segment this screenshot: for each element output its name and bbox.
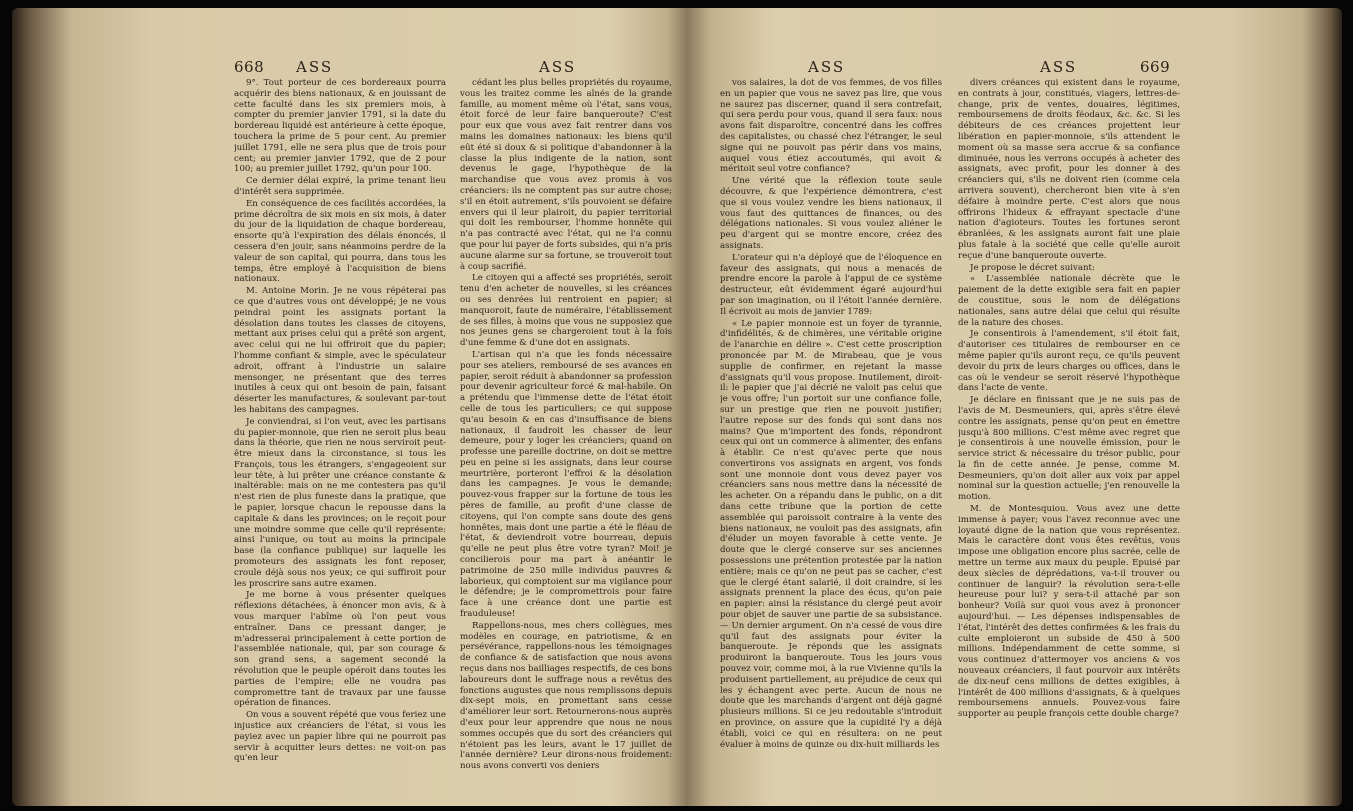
paragraph: cédant les plus belles propriétés du royaume, vous les traitez comme les aînés de la grande famille, au moment même où l'état, sans vous, étoit forcé de leur faire banqueroute? C'est pour eux que vous avez fait rentrer dans vos mains les domaines nationaux: les biens qu'il eût été si doux & si politique d'abandonner à la classe la plus indigente de la nation, sont devenus le gage, l'hypothèque de la marchandise que vous avez promis à vos créanciers: ils ne comptent pas sur autre chose; s'il en étoit autrement, s'ils pouvoient se défaire envers qui il leur plairoit, du papier territorial qui doit les rembourser, l'homme honnête qui n'a pas contracté avec l'état, qui ne l'a connu que pour lui payer de forts subsides, qui n'a pris aucune alarme sur sa fortune, se trouveroit tout à coup sacrifié. (460, 78, 672, 272)
paragraph: « Le papier monnoie est un foyer de tyrannie, d'infidélités, & de chimères, une véritable origine de l'anarchie en délire ». C'est cette proscription prononcée par M. de Mirabeau, que je vous supplie de confirmer, en rejetant la masse d'assignats qu'il vous propose. Inutilement, diroit-il: le papier que j'ai décrié ne valoit pas celui que je vous offre; l'un portoit sur une confiance folle, sur un prestige que rien ne pouvoit justifier; l'autre repose sur des fonds qui sont dans nos mains? Que m'importent des fonds, répondront ceux qui ont un commerce à alimenter, des enfans à établir. Ce n'est qu'avec perte que nous convertirons vos assignats en argent, vos fonds sont une monnoie dont vous devez payer vos créanciers sans nous mettre dans la nécessité de les acheter. On a répandu dans le public, on a dit dans cette tribune que la portion de cette assemblée qui paroissoit contraire à la vente des biens nationaux, ne vouloit pas des assignats, afin d'éluder un moyen favorable à cette vente. Je doute que le clergé conserve sur ses anciennes possessions une prétention protestée par la nation entière; mais ce qu'on ne peut pas se cacher, c'est que le clergé étant salarié, il doit craindre, si les assignats prennent la place des écus, qu'on paie en papier: ainsi la résistance du clergé peut avoir pour objet de sauver une partie de sa subsistance. — Un dernier argument. On n'a cessé de vous dire qu'il faut des assignats pour éviter la banqueroute. Je réponds que les assignats produiront la banqueroute. Tous les jours vous pouvez voir, comme moi, à la rue Vivienne qu'ils la produisent partiellement, au préjudice de ceux qui les y échangent avec perte. Aucun de nous ne doute que les marchands d'argent ont déjà gagné plusieurs millions. Si ce jeu redoutable s'introduit en province, on assure que la cupidité l'y a déjà établi, voici ce qui en résultera: on ne peut évaluer à moins de quinze ou dix-huit milliards les (720, 318, 942, 750)
paragraph: Je me borne à vous présenter quelques réflexions détachées, à énoncer mon avis, & à vous marquer l'abîme où l'on peut vous entraîner. Dans ce pressant danger, je m'adresserai principalement à cette portion de l'assemblée nationale, qui, par son courage & son grand sens, a sagement secondé la révolution que le peuple opéroit dans toutes les parties de l'empire; elle ne voudra pas compromettre tant de travaux par une fausse opération de finances. (234, 590, 446, 709)
paragraph: L'orateur qui n'a déployé que de l'éloquence en faveur des assignats, qui nous a menacés de prendre encore la parole à l'appui de ce système destructeur, eût évidemment égaré aujourd'hui par son imagination, ou il l'étoit l'année dernière. Il écrivoit au mois de janvier 1789: (720, 252, 942, 317)
right-head-word-1: ASS (808, 58, 846, 76)
left-column-1 (234, 78, 446, 793)
paragraph: L'artisan qui n'a que les fonds nécessaire pour ses ateliers, remboursé de ses avances en papier, seroit réduit à abandonner sa profession pour devenir agriculteur forcé & mal-habile. On a prétendu que l'immense dette de l'état étoit celle de tous les particuliers; ce qui suppose qu'au besoin & en cas d'insuffisance de biens nationaux, il faudroit les chasser de leur demeure, pour y loger les créanciers; quand on professe une pareille doctrine, on doit se mettre peu en peine si les assignats, dans leur course meurtrière, porteront l'effroi & la désolation dans les campagnes. Je vous le demande; pouvez-vous frapper sur la fortune de tous les pères de famille, au profit d'une classe de citoyens, qui l'on compte sans doute des gens honnêtes, mais dont une partie a été le fléau de l'état, & deviendroit votre bourreau, depuis qu'elle ne peut plus être votre tyran? Moi! je concilierois pour ma part à anéantir le patrimoine de 250 mille individus pauvres & laborieux, qui comptoient sur ma vigilance pour le défendre; je le compromettrois pour faire face à une créance dont une partie est frauduleuse! (460, 349, 672, 620)
paragraph: divers créances qui existent dans le royaume, en contrats à jour, constitués, viagers, lettres-de-change, prix de ventes, douaires, légitimes, remboursemens de droits féodaux, &c. &c. Si les débiteurs de ces créances projettent leur libération en papier-monnoie, s'ils attendent le moment où sa masse sera accrue & sa confiance diminuée, nous les verrons occupés à acheter des assignats, avec profit, pour les donner à des créanciers qui, s'ils ne doivent rien (comme cela arrivera souvent), chercheront bien vite à s'en défaire à moindre perte. C'est alors que nous offrirons l'hideux & effrayant spectacle d'une nation d'agioteurs. Toutes les fortunes seront ébranlées, & les assignats auront fait une plaie plus fatale à la société que celle qu'elle auroit reçue d'une banqueroute ouverte. (958, 78, 1180, 261)
right-head-word-2: ASS (1040, 58, 1078, 76)
paragraph: Je consentirois à l'amendement, s'il étoit fait, d'autoriser ces titulaires de rembourser en ce même papier qu'ils auront reçu, ce qu'ils peuvent devoir du prix de leurs charges ou offices, dans le cas où le vendeur se seroit réservé l'hypothèque dans l'acte de vente. (958, 329, 1180, 394)
paragraph: Le citoyen qui a affecté ses propriétés, seroit tenu d'en acheter de nouvelles, si les créances ou ses denrées lui rentroient en papier; si manquoroit, faute de numéraire, l'établissement de ses filles, à moins que vous ne supposiez que nos jeunes gens se chargeroient tout à la fois d'une femme & d'une dot en assignats. (460, 273, 672, 349)
paragraph: Je déclare en finissant que je ne suis pas de l'avis de M. Desmeuniers, qui, après s'être élevé contre les assignats, pense qu'on peut en émettre jusqu'à 800 millions. C'est même avec regret que je consentirois à une nouvelle émission, pour le service strict & nécessaire du trésor public, pour la fin de cette année. Je pense, comme M. Desmeuniers, qu'on doit aller aux voix par appel nominal sur la question actuelle; j'en renouvelle la motion. (958, 395, 1180, 503)
left-page-number: 668 (234, 58, 265, 76)
paragraph: On vous a souvent répété que vous feriez une injustice aux créanciers de l'état, si vous les payiez avec un papier libre qui ne pourroit pas servir à acquitter leurs dettes: ne voit-on pas qu'en leur (234, 710, 446, 764)
paragraph: Rappellons-nous, mes chers collègues, mes modèles en courage, en patriotisme, & en persévérance, rappellons-nous les témoignages de confiance & de satisfaction que nous avons reçus dans nos bailliages respectifs, de ces bons laboureurs dont le suffrage nous a revêtus des fonctions augustes que nous remplissons depuis dix-sept mois, en promettant sans cesse d'améliorer leur sort. Retournerons-nous auprès d'eux pour leur apprendre que nous ne nous sommes occupés que du sort des créanciers qui n'étoient pas les leurs, avant le 17 juillet de l'année dernière? Leur dirons-nous froidement: nous avons converti vos deniers (460, 620, 672, 772)
left-page (234, 48, 674, 793)
paragraph: M. de Montesquiou. Vous avez une dette immense à payer; vous l'avez reconnue avec une loyauté digne de la nation que vous représentez. Mais le caractère dont vous êtes revêtus, vous impose une obligation encore plus sacrée, celle de mettre un terme aux maux du peuple. Epuisé par deux siècles de déprédations, va-t-il trouver ou continuer de languir? la révolution sera-t-elle heureuse pour lui? y sera-t-il attaché par son bonheur? Voilà sur quoi vous avez à prononcer aujourd'hui. — Les dépenses indispensables de l'état, l'intérêt des dettes confirmées & les frais du culte emploieront un subside de 450 à 500 millions. Indépendamment de cette somme, si vous continuez d'attermoyer vos anciens & vos nouveaux créanciers, il faut pourvoir aux intérêts de dix-neuf cens millions de dettes exigibles, à l'intérêt de 400 millions d'assignats, & à quelques remboursemens annuels. Pouvez-vous faire supporter au peuple françois cette double charge? (958, 504, 1180, 720)
paragraph: Je propose le décret suivant: (970, 262, 1095, 273)
paragraph: Je conviendrai, si l'on veut, avec les partisans du papier-monnoie, que rien ne seroit plus beau dans la théorie, que rien ne nous serviroit peut-être mieux dans la circonstance, si tous les François, tous les étrangers, s'engageoient sur leur tête, à lui prêter une créance constante & inaltérable: mais on ne me contestera pas qu'il n'est rien de plus funeste dans la pratique, que le papier, lorsque chacun le repousse dans la capitale & dans les provinces; on le reçoit pour une moindre somme que celle qu'il représente: ainsi l'unique, ou tout au moins la principale base (la confiance publique) sur laquelle les promoteurs des assignats les font reposer, croule déjà sous nos yeux; ce qui suffiroit pour les proscrire sans autre examen. (234, 416, 446, 589)
paragraph: Une vérité que la réflexion toute seule découvre, & que l'expérience démontrera, c'est que si vous voulez vendre les biens nationaux, il vous faut des quittances de finances, ou des délégations nationales. Si vous voulez aliéner le peu d'argent qui se montre encore, créez des assignats. (720, 176, 942, 251)
right-page-number: 669 (1140, 58, 1171, 76)
left-column-2 (460, 78, 672, 793)
paragraph: Ce dernier délai expiré, la prime tenant lieu d'intérêt sera supprimée. (234, 176, 446, 197)
right-column-1 (720, 78, 942, 793)
left-head-word-1: ASS (296, 58, 334, 76)
open-book (12, 8, 1342, 806)
right-column-2 (958, 78, 1180, 793)
paragraph: En conséquence de ces facilités accordées, la prime décroîtra de six mois en six mois, à dater du jour de la liquidation de chaque bordereau, ensorte qu'à l'expiration des délais énoncés, il cessera d'en jouir, sans néanmoins perdre de la valeur de son capital, qui pourra, dans tous les temps, être employé à l'acquisition de biens nationaux. (234, 198, 446, 285)
paragraph: M. Antoine Morin. Je ne vous répéterai pas ce que d'autres vous ont développé; je ne vous peindrai point les assignats portant la désolation dans toutes les classes de citoyens, mettant aux prises celui qui a prêté son argent, avec celui qui ne lui offriroit que du papier; l'homme confiant & simple, avec le spéculateur adroit, offrant à l'industrie un salaire mensonger, ne présentant que des terres inutiles à ceux qui ont besoin de pain, faisant déserter les manufactures, & soulevant par-tout les habitans des campagnes. (234, 286, 446, 415)
right-page (720, 48, 1190, 793)
paragraph: 9°. Tout porteur de ces bordereaux pourra acquérir des biens nationaux, & en jouissant de cette faculté dans les six premiers mois, à compter du premier janvier 1791, si la date du bordereau liquidé est antérieure à cette époque, touchera la prime de 5 pour cent. Au premier juillet 1791, elle ne sera plus que de trois pour cent; au premier janvier 1792, que de 2 pour 100; au premier juillet 1792, qu'un pour 100. (234, 78, 446, 175)
left-head-word-2: ASS (539, 58, 577, 76)
paragraph: « L'assemblée nationale décrète que le paiement de la dette exigible sera fait en papier de coustitue, sous le nom de délégations nationales, sans autre délai que celui qui résulte de la nature des choses. (958, 274, 1180, 328)
paragraph: vos salaires, la dot de vos femmes, de vos filles en un papier que vous ne savez pas lire, que vous ne saurez pas discerner, quand il sera contrefait, qui sera perdu pour vous, quand il sera faux: nous avons fait disparoître, concentré dans les coffres des capitalistes, ou chassé chez l'étranger, le seul signe qui ne pouvoit pas périr dans vos mains, auquel vous étiez accoutumés, qui avoit & méritoit seul votre confiance? (720, 78, 942, 175)
